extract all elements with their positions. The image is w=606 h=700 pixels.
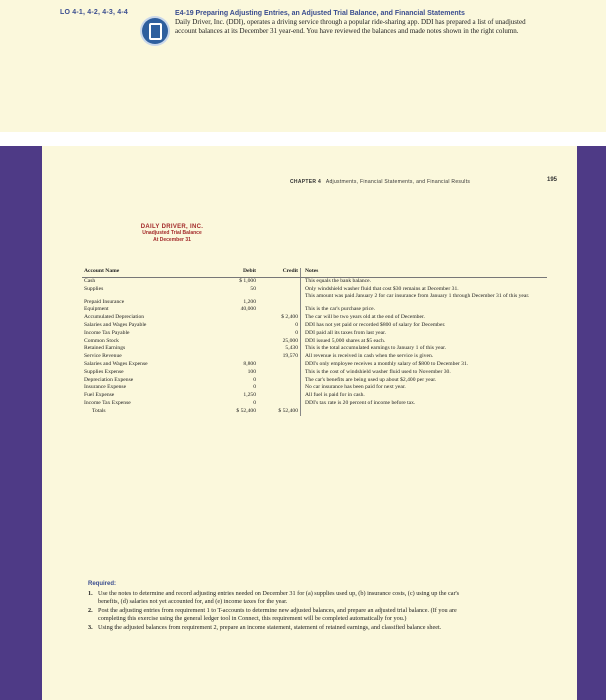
exercise-title: Preparing Adjusting Entries, an Adjusted Trial Balance, and Financial Statements [195,10,465,17]
credit-value [258,392,301,400]
debit-value: 0 [253,384,256,391]
debit-value: 1,200 [243,298,256,305]
debit-header: Debit [218,268,258,277]
credit-value: 5,430 [285,345,298,352]
credit-value: 0 [295,329,298,336]
account-name: Supplies Expense [84,368,124,375]
table-row [82,345,547,353]
account-name: Retained Earnings [84,345,126,352]
requirement-number: 3. [88,624,93,631]
note-text: DDI's only employee receives a monthly salary of $800 to December 31. [301,361,548,369]
credit-header: Credit [258,268,301,277]
requirement-item [88,607,466,623]
chapter-title: Adjustments, Financial Statements, and Financial Results [325,179,471,185]
credit-value: 19,570 [282,353,298,360]
table-row [82,314,547,322]
debit-value [218,338,258,346]
company-name: DAILY DRIVER, INC. [140,224,204,230]
note-text: This is the cost of windshield washer fluid used to November 30. [301,369,548,377]
account-name: Prepaid Insurance [84,298,125,305]
account-name: Income Tax Expense [84,399,131,406]
table-row [82,293,547,306]
requirement-text: Use the notes to determine and record adjusting entries needed on December 31 for (a) supplies used up, (b) insurance costs, (c) using up the car's benefits, (d) salaries not yet accounted for, and (e) income taxes for the year. [98,590,460,605]
note-text: DDI paid all its taxes from last year. [301,330,548,338]
previous-page [0,0,606,132]
note-text: This is the total accumulated earnings to January 1 of this year. [301,345,548,353]
statement-name: Unadjusted Trial Balance [142,230,202,236]
note-text: This is the car's purchase price. [301,306,548,314]
note-text: All fuel is paid for in cash. [301,392,548,400]
debit-value: 100 [247,368,256,375]
debit-value [218,345,258,353]
credit-value [258,377,301,385]
totals-label: Totals [92,407,106,414]
required-heading: Required: [88,581,117,587]
table-row [82,392,547,400]
table-header-row [82,268,547,277]
page-number: 195 [547,177,558,183]
requirement-text: Using the adjusted balances from requirement 2, prepare an income statement, statement of retained earnings, and classified balance sheet. [98,624,442,631]
statement-heading [122,224,222,244]
debit-value: 0 [253,399,256,406]
table-row [82,400,547,408]
table-row [82,369,547,377]
statement-date: At December 31 [153,237,191,243]
credit-value [258,293,301,306]
credit-value [258,400,301,408]
debit-value: 40,000 [240,306,256,313]
requirement-item [88,624,466,632]
account-name: Common Stock [84,337,119,344]
account-name: Salaries and Wages Payable [84,321,147,328]
account-name: Cash [84,277,96,284]
account-name: Income Tax Payable [84,329,130,336]
table-row [82,322,547,330]
credit-value [258,369,301,377]
learning-objectives: LO 4-1, 4-2, 4-3, 4-4 [60,9,129,16]
account-name: Insurance Expense [84,384,127,391]
note-text: The car's benefits are being used up about $2,400 per year. [301,377,548,385]
required-section [88,580,466,633]
note-text: No car insurance has been paid for next year. [301,384,548,392]
credit-value: 25,000 [282,337,298,344]
debit-value: 0 [253,376,256,383]
credit-value [258,384,301,392]
table-row [82,353,547,361]
credit-value [258,361,301,369]
debit-value: 8,800 [243,360,256,367]
requirement-item [88,590,466,606]
credit-value: 0 [295,321,298,328]
debit-value: 50 [250,285,256,292]
credit-value [258,277,301,285]
requirement-number: 1. [88,590,93,597]
exercise-header [175,9,535,36]
requirement-text: Post the adjusting entries from requirement 1 to T-accounts to determine new adjusted balances, and prepare an adjusted trial balance. (If you are completing this exercise using the general ledger tool in Connect, this requirement will be completed automatically for you.) [98,607,457,622]
chapter-label: CHAPTER 4 [290,179,322,185]
totals-credit: $ 52,400 [278,407,298,414]
account-name: Accumulated Depreciation [84,314,145,321]
exercise-text: Daily Driver, Inc. (DDI), operates a driving service through a popular ride-sharing app. DDI has prepared a list of unadjusted account balances at its December 31 year-end. You have reviewed the balances and made notes shown in the right column. [175,18,526,35]
note-text: DDI has not yet paid or recorded $800 of salary for December. [301,322,548,330]
notes-header: Notes [301,268,548,277]
table-row [82,361,547,369]
page-gap [0,132,606,146]
running-header [290,179,470,185]
account-header: Account Name [82,268,218,277]
trial-balance-table [82,268,547,416]
account-name: Supplies [84,285,104,292]
account-name: Depreciation Expense [84,376,134,383]
note-text: DDI issued 5,000 shares at $5 each. [301,338,548,346]
credit-value: $ 2,400 [281,314,298,321]
totals-debit: $ 52,400 [236,407,256,414]
left-margin-stripe [0,146,42,700]
account-name: Equipment [84,306,109,313]
right-margin-stripe [577,146,606,700]
exercise-number: E4-19 [175,10,194,17]
account-name: Salaries and Wages Expense [84,360,148,367]
debit-value: 1,250 [243,392,256,399]
debit-value [218,330,258,338]
table-row [82,277,547,285]
account-name: Fuel Expense [84,392,115,399]
debit-value [218,322,258,330]
exercise-icon [142,18,168,44]
note-text: This amount was paid January 2 for car insurance from January 1 through December 31 of this year. [301,293,548,306]
totals-note [301,408,548,416]
note-text: This equals the bank balance. [301,277,548,285]
debit-value: $ 1,000 [239,277,256,284]
totals-row [82,408,547,416]
note-text: Only windshield washer fluid that cost $30 remains at December 31. [301,286,548,294]
account-name: Service Revenue [84,353,122,360]
debit-value [218,353,258,361]
note-text: DDI's tax rate is 20 percent of income before tax. [301,400,548,408]
note-text: All revenue is received in cash when the service is given. [301,353,548,361]
requirement-number: 2. [88,607,93,614]
note-text: The car will be two years old at the end of December. [301,314,548,322]
table-row [82,330,547,338]
debit-value [218,314,258,322]
table-row [82,384,547,392]
credit-value [258,286,301,294]
